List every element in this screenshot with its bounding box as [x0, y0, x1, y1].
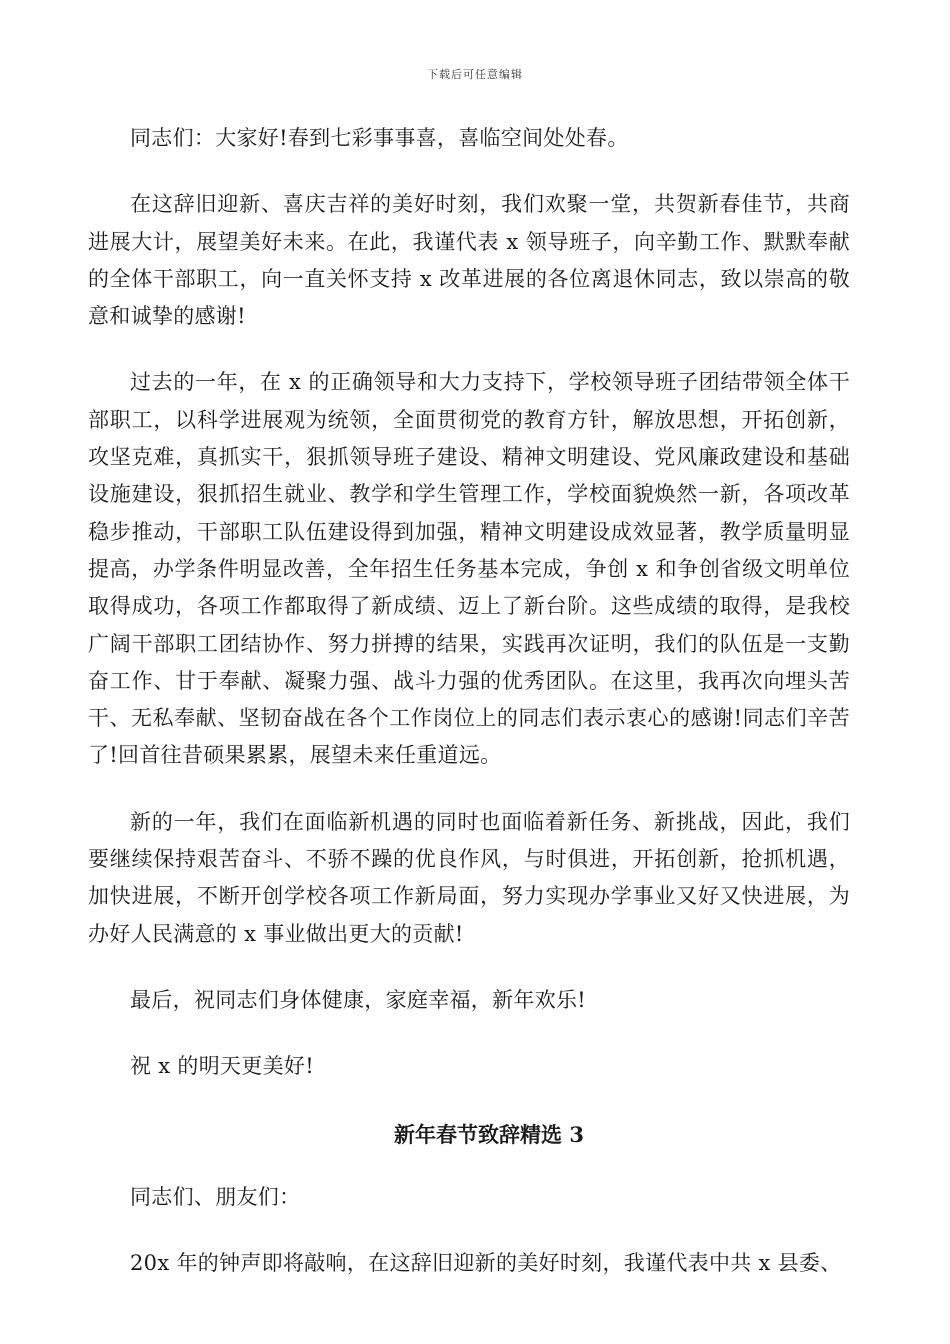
paragraph-wishes: 最后，祝同志们身体健康，家庭幸福，新年欢乐! — [130, 987, 587, 1012]
header-note: 下载后可任意编辑 — [427, 68, 523, 81]
paragraph-salutation: 同志们、朋友们： — [130, 1184, 301, 1209]
section-title: 新年春节致辞精选 3 — [394, 1121, 584, 1147]
paragraph-opening: 在这辞旧迎新、喜庆吉祥的美好时刻，我们欢聚一堂，共贺新春佳节，共商进展大计，展望美好未来。在此，我谨代表 x 领导班子，向辛勤工作、默默奉献的全体干部职工，向一直关怀支持 x 改革进展的各位离退休同志，致以崇高的敬意和诚挚的感谢! — [88, 192, 850, 329]
paragraph-review: 过去的一年，在 x 的正确领导和大力支持下，学校领导班子团结带领全体干部职工，以科学进展观为统领，全面贯彻党的教育方针，解放思想，开拓创新，攻坚克难，真抓实干，狠抓领导班子建设、精神文明建设、党风廉政建设和基础设施建设，狠抓招生就业、教学和学生管理工作，学校面貌焕然一新，各项改革稳步推动，干部职工队伍建设得到加强，精神文明建设成效显著，教学质量明显提高，办学条件明显改善，全年招生任务基本完成，争创 x 和争创省级文明单位取得成功，各项工作都取得了新成绩、迈上了新台阶。这些成绩的取得，是我校广阔干部职工团结协作、努力拼搏的结果，实践再次证明，我们的队伍是一支勤奋工作、甘于奉献、凝聚力强、战斗力强的优秀团队。在这里，我再次向埋头苦干、无私奉献、坚韧奋战在各个工作岗位上的同志们表示衷心的感谢!同志们辛苦了!回首往昔硕果累累，展望未来任重道远。 — [88, 370, 850, 768]
paragraph-greeting: 同志们：大家好!春到七彩事事喜，喜临空间处处春。 — [130, 126, 629, 150]
paragraph-outlook: 新的一年，我们在面临新机遇的同时也面临着新任务、新挑战，因此，我们要继续保持艰苦奋斗、不骄不躁的优良作风，与时俱进，开拓创新，抢抓机遇，加快进展，不断开创学校各项工作新局面，努力实现办学事业又好又快进展，为办好人民满意的 x 事业做出更大的贡献! — [88, 809, 850, 946]
paragraph-closing: 祝 x 的明天更美好! — [130, 1054, 314, 1079]
document-body — [88, 120, 850, 1311]
paragraph-speech-start: 20x 年的钟声即将敲响，在这辞旧迎新的美好时刻，我谨代表中共 x 县委、 — [130, 1250, 842, 1275]
